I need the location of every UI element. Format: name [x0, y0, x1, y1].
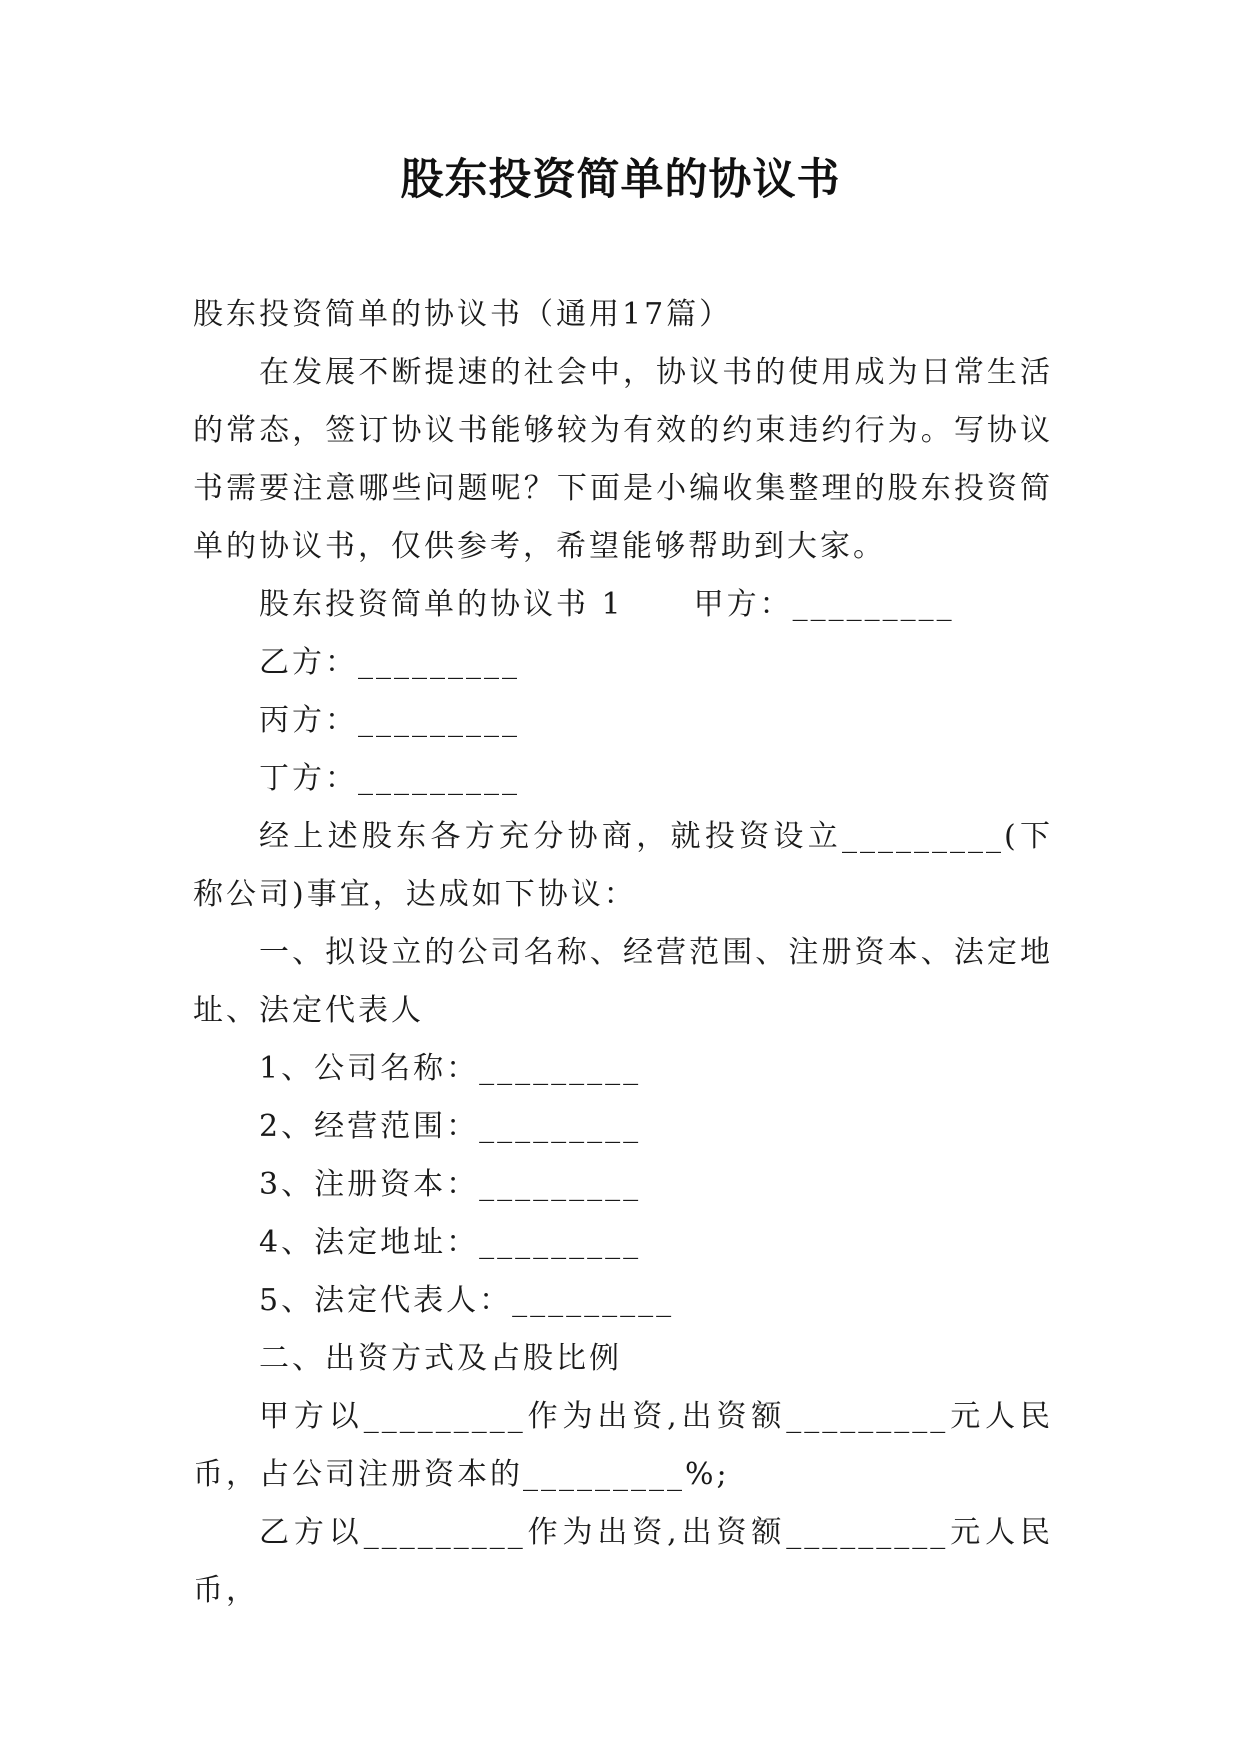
section-2-heading: 二、出资方式及占股比例 [259, 1341, 622, 1376]
agreement-heading-1 [193, 576, 1053, 634]
preamble-paragraph: 经上述股东各方充分协商，就投资设立_________(下称公司)事宜，达成如下协议： [193, 819, 1053, 912]
party-b-capital-paragraph: 乙方以_________作为出资,出资额_________元人民币， [193, 1515, 1053, 1608]
agreement-number: 股东投资简单的协议书 1 [259, 587, 624, 622]
intro-paragraph: 在发展不断提速的社会中，协议书的使用成为日常生活的常态，签订协议书能够较为有效的约束违约行为。写协议书需要注意哪些问题呢？下面是小编收集整理的股东投资简单的协议书，仅供参考，希望能够帮助到大家。 [193, 355, 1053, 564]
subtitle: 股东投资简单的协议书（通用17篇） [193, 297, 733, 332]
document-body [193, 286, 1053, 1620]
party-a-capital-paragraph: 甲方以_________作为出资,出资额_________元人民币，占公司注册资本的_________%; [193, 1399, 1053, 1492]
party-a-line: 甲方：_________ [693, 587, 955, 622]
item-business-scope: 2、经营范围：_________ [259, 1109, 642, 1144]
document-title: 股东投资简单的协议书 [400, 155, 841, 205]
item-company-name: 1、公司名称：_________ [259, 1051, 642, 1086]
party-d-line: 丁方：_________ [259, 761, 520, 796]
item-registered-capital: 3、注册资本：_________ [259, 1167, 642, 1202]
party-c-line: 丙方：_________ [259, 703, 520, 738]
section-1-heading: 一、拟设立的公司名称、经营范围、注册资本、法定地址、法定代表人 [193, 935, 1053, 1028]
item-legal-representative: 5、法定代表人：_________ [259, 1283, 675, 1318]
party-b-line: 乙方：_________ [259, 645, 520, 680]
item-legal-address: 4、法定地址：_________ [259, 1225, 642, 1260]
